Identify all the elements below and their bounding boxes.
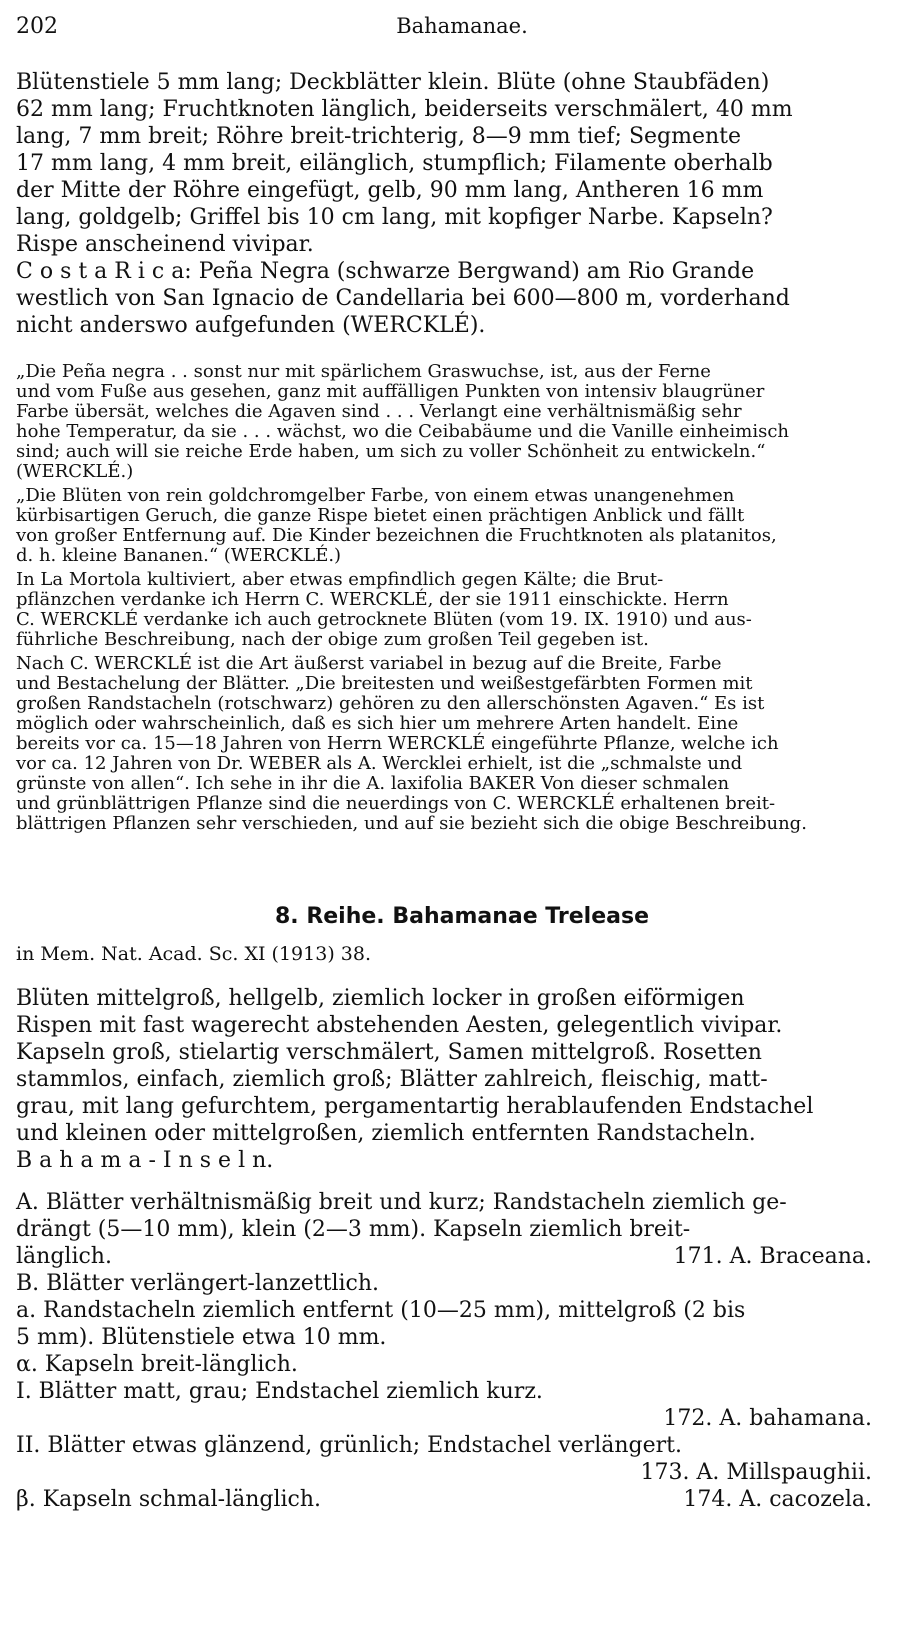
key-line: B. Blätter verlängert-lanzettlich.	[16, 1271, 380, 1296]
intro-line: B a h a m a - I n s e l n.	[16, 1148, 274, 1173]
note-line: führliche Beschreibung, nach der obige zum großen Teil gegeben ist.	[16, 629, 649, 650]
note-line: „Die Blüten von rein goldchromgelber Farbe, von einem etwas unangenehmen	[16, 485, 735, 506]
key-line: länglich.	[16, 1244, 112, 1269]
section-citation: in Mem. Nat. Acad. Sc. XI (1913) 38.	[16, 943, 371, 965]
intro-line: Rispen mit fast wagerecht abstehenden Aesten, gelegentlich vivipar.	[16, 1013, 783, 1038]
intro-line: grau, mit lang gefurchtem, pergamentartig herablaufenden Endstachel	[16, 1094, 814, 1119]
key-line: α. Kapseln breit-länglich.	[16, 1352, 298, 1377]
key-line: II. Blätter etwas glänzend, grünlich; Endstachel verlängert.	[16, 1433, 682, 1458]
note-line: d. h. kleine Bananen.“ (WERCKLÉ.)	[16, 545, 342, 566]
note-line: vor ca. 12 Jahren von Dr. WEBER als A. Wercklei erhielt, ist die „schmalste und	[16, 753, 743, 774]
note-line: Nach C. WERCKLÉ ist die Art äußerst variabel in bezug auf die Breite, Farbe	[16, 653, 722, 674]
key-species: 172. A. bahamana.	[663, 1406, 872, 1431]
note-line: „Die Peña negra . . sonst nur mit spärlichem Graswuchse, ist, aus der Ferne	[16, 361, 711, 382]
key-species: 171. A. Braceana.	[673, 1244, 872, 1269]
description-line: lang, 7 mm breit; Röhre breit-trichterig, 8—9 mm tief; Segmente	[16, 124, 742, 149]
key-line: A. Blätter verhältnismäßig breit und kurz; Randstacheln ziemlich ge-	[16, 1190, 787, 1215]
key-line: 5 mm). Blütenstiele etwa 10 mm.	[16, 1325, 387, 1350]
note-line: Farbe übersät, welches die Agaven sind . . . Verlangt eine verhältnismäßig sehr	[16, 401, 742, 422]
key-species: 174. A. cacozela.	[683, 1487, 872, 1512]
note-line: von großer Entfernung auf. Die Kinder bezeichnen die Fruchtknoten als platanitos,	[16, 525, 777, 546]
description-line: 62 mm lang; Fruchtknoten länglich, beiderseits verschmälert, 40 mm	[16, 97, 793, 122]
description-line: Rispe anscheinend vivipar.	[16, 232, 314, 257]
note-line: und vom Fuße aus gesehen, ganz mit auffälligen Punkten von intensiv blaugrüner	[16, 381, 765, 402]
intro-line: stammlos, einfach, ziemlich groß; Blätter zahlreich, fleischig, matt-	[16, 1067, 768, 1092]
key-line: I. Blätter matt, grau; Endstachel ziemlich kurz.	[16, 1379, 543, 1404]
section-heading: 8. Reihe. Bahamanae Trelease	[275, 904, 649, 929]
note-line: In La Mortola kultiviert, aber etwas empfindlich gegen Kälte; die Brut-	[16, 569, 664, 590]
locality-line: westlich von San Ignacio de Candellaria bei 600—800 m, vorderhand	[16, 286, 790, 311]
intro-line: Blüten mittelgroß, hellgelb, ziemlich locker in großen eiförmigen	[16, 986, 745, 1011]
note-line: blättrigen Pflanzen sehr verschieden, und auf sie bezieht sich die obige Beschreibung.	[16, 813, 807, 834]
key-line: drängt (5—10 mm), klein (2—3 mm). Kapseln ziemlich breit-	[16, 1217, 691, 1242]
note-line: großen Randstacheln (rotschwarz) gehören zu den allerschönsten Agaven.“ Es ist	[16, 693, 765, 714]
key-line: a. Randstacheln ziemlich entfernt (10—25 mm), mittelgroß (2 bis	[16, 1298, 746, 1323]
locality-line: nicht anderswo aufgefunden (WERCKLÉ).	[16, 313, 486, 338]
note-line: grünste von allen“. Ich sehe in ihr die A. laxifolia BAKER Von dieser schmalen	[16, 773, 730, 794]
note-line: pflänzchen verdanke ich Herrn C. WERCKLÉ, der sie 1911 einschickte. Herrn	[16, 589, 729, 610]
note-line: und grünblättrigen Pflanze sind die neuerdings von C. WERCKLÉ erhaltenen breit-	[16, 793, 776, 814]
locality-line: C o s t a R i c a: Peña Negra (schwarze Bergwand) am Rio Grande	[16, 259, 755, 284]
description-line: 17 mm lang, 4 mm breit, eilänglich, stumpflich; Filamente oberhalb	[16, 151, 773, 176]
note-line: und Bestachelung der Blätter. „Die breitesten und weißestgefärbten Formen mit	[16, 673, 753, 694]
key-species: 173. A. Millspaughii.	[640, 1460, 872, 1485]
intro-line: Kapseln groß, stielartig verschmälert, Samen mittelgroß. Rosetten	[16, 1040, 762, 1065]
note-line: C. WERCKLÉ verdanke ich auch getrocknete Blüten (vom 19. IX. 1910) und aus-	[16, 609, 752, 630]
description-line: lang, goldgelb; Griffel bis 10 cm lang, mit kopfiger Narbe. Kapseln?	[16, 205, 773, 230]
note-line: hohe Temperatur, da sie . . . wächst, wo die Ceibabäume und die Vanille einheimisch	[16, 421, 790, 442]
running-title: Bahamanae.	[396, 14, 528, 38]
note-line: kürbisartigen Geruch, die ganze Rispe bietet einen prächtigen Anblick und fällt	[16, 505, 745, 526]
note-line: (WERCKLÉ.)	[16, 461, 134, 482]
description-line: der Mitte der Röhre eingefügt, gelb, 90 mm lang, Antheren 16 mm	[16, 178, 764, 203]
key-line: β. Kapseln schmal-länglich.	[16, 1487, 322, 1512]
note-line: sind; auch will sie reiche Erde haben, um sich zu voller Schönheit zu entwickeln.“	[16, 441, 766, 462]
note-line: bereits vor ca. 15—18 Jahren von Herrn WERCKLÉ eingeführte Pflanze, welche ich	[16, 733, 779, 754]
note-line: möglich oder wahrscheinlich, daß es sich hier um mehrere Arten handelt. Eine	[16, 713, 739, 734]
intro-line: und kleinen oder mittelgroßen, ziemlich entfernten Randstacheln.	[16, 1121, 756, 1146]
page-number: 202	[16, 14, 58, 39]
description-line: Blütenstiele 5 mm lang; Deckblätter klein. Blüte (ohne Staubfäden)	[16, 70, 770, 95]
